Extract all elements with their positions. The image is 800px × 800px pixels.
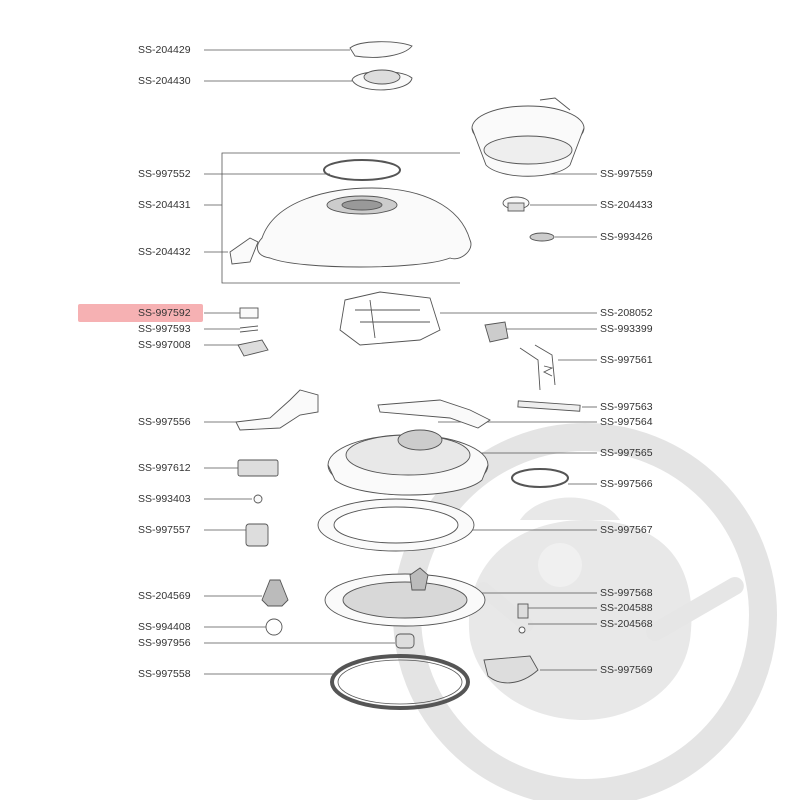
part-label: SS-204568 (600, 618, 653, 630)
part-label: SS-997956 (138, 637, 191, 649)
part-997956 (396, 634, 414, 648)
part-997008 (238, 340, 268, 356)
part-label: SS-997556 (138, 416, 191, 428)
part-204433 (503, 197, 529, 211)
part-997593 (240, 326, 258, 332)
part-994408 (266, 619, 282, 635)
part-label-highlighted: SS-997592 (138, 307, 191, 319)
part-204429 (350, 42, 412, 58)
part-997612 (238, 460, 278, 476)
part-label: SS-997561 (600, 354, 653, 366)
part-label: SS-997593 (138, 323, 191, 335)
part-label: SS-993399 (600, 323, 653, 335)
part-label: SS-204569 (138, 590, 191, 602)
part-997568 (325, 568, 485, 626)
part-204430 (352, 70, 412, 90)
part-label: SS-997568 (600, 587, 653, 599)
part-label: SS-997567 (600, 524, 653, 536)
part-997592 (240, 308, 258, 318)
part-label: SS-204588 (600, 602, 653, 614)
part-997564 (378, 400, 490, 428)
part-label: SS-997559 (600, 168, 653, 180)
part-label: SS-204433 (600, 199, 653, 211)
part-label: SS-997565 (600, 447, 653, 459)
part-204568 (519, 627, 525, 633)
part-label: SS-997558 (138, 668, 191, 680)
part-label: SS-997612 (138, 462, 191, 474)
part-label: SS-997569 (600, 664, 653, 676)
part-997557 (246, 524, 268, 546)
part-204588 (518, 604, 528, 618)
part-997552 (324, 160, 400, 180)
part-997559 (472, 98, 584, 176)
part-label: SS-993426 (600, 231, 653, 243)
part-204432 (230, 238, 258, 264)
part-label: SS-204431 (138, 199, 191, 211)
part-label: SS-204429 (138, 44, 191, 56)
part-997563 (518, 401, 580, 411)
part-204569 (262, 580, 288, 606)
part-993399 (485, 322, 508, 342)
part-993426 (530, 233, 554, 241)
part-997561 (520, 345, 555, 390)
part-label: SS-204430 (138, 75, 191, 87)
part-997565 (328, 430, 488, 495)
part-label: SS-997564 (600, 416, 653, 428)
part-997566 (512, 469, 568, 487)
part-993403 (254, 495, 262, 503)
part-label: SS-204432 (138, 246, 191, 258)
part-label: SS-997557 (138, 524, 191, 536)
part-label: SS-994408 (138, 621, 191, 633)
part-label: SS-997563 (600, 401, 653, 413)
part-204431 (257, 188, 471, 267)
part-997556 (236, 390, 318, 430)
part-label: SS-208052 (600, 307, 653, 319)
part-208052 (340, 292, 440, 345)
part-label: SS-993403 (138, 493, 191, 505)
part-label: SS-997552 (138, 168, 191, 180)
part-label: SS-997008 (138, 339, 191, 351)
part-997567 (318, 499, 474, 551)
part-label: SS-997566 (600, 478, 653, 490)
